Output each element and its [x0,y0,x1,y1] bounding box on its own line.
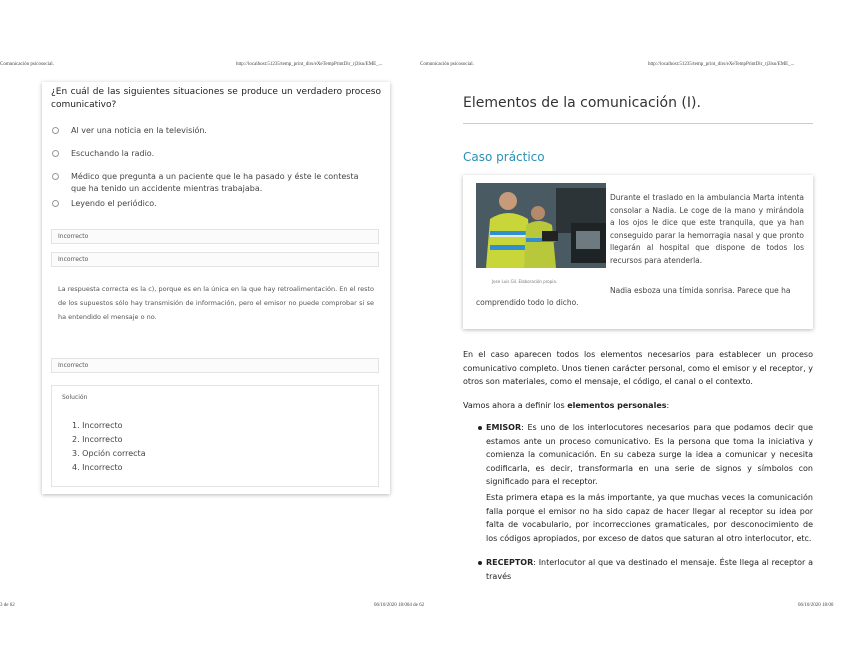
radio-icon[interactable] [52,150,59,157]
header-right-title: Comunicación psicosocial. [420,62,474,67]
header-left-title: Comunicación psicosocial. [0,62,54,67]
header-left-url: http://localhost:51235/temp_print_dirs/eXeTempPrintDir_rj3lsu/EME_... [236,62,383,67]
quiz-option-label: Escuchando la radio. [71,149,155,158]
emisor-label: EMISOR [486,423,522,432]
ambulance-photo-icon [476,183,606,268]
feedback-row-3: Incorrecto [51,358,379,373]
case-text-end: comprendido todo lo dicho. [476,298,579,307]
quiz-option-3[interactable] [52,171,371,195]
quiz-option-2[interactable] [52,148,371,160]
feedback-row-2: Incorrecto [51,252,379,267]
radio-icon[interactable] [52,127,59,134]
bullet-emisor-continued [476,491,813,545]
photo-caption: Jose Luis Gil. Elaboración propia. [492,279,558,284]
bullet-icon [478,561,482,565]
para-text: : [666,401,670,410]
case-photo [476,183,606,268]
emisor-text-2: Esta primera etapa es la más importante, ya que muchas veces la comunicación falla porque el emisor no ha sido capaz de hacer llegar al receptor su idea por falta de vocabulario, por incorrecciones gramaticales, por desconocimiento de los códigos apropiados, por exceso de datos que saturan al otro interlocutor, etc. [486,493,813,543]
footer-page-number: 3 de 62 [0,603,15,608]
bullet-receptor [476,556,813,583]
feedback-row-1: Incorrecto [51,229,379,244]
receptor-label: RECEPTOR [486,558,534,567]
quiz-option-label: Médico que pregunta a un paciente que le ha pasado y éste le contesta que ha tenido un accidente mientras trabajaba. [71,172,359,193]
divider [463,123,813,124]
quiz-option-label: Leyendo el periódico. [71,199,157,208]
solution-item: 1. Incorrecto [72,421,123,430]
receptor-text: : Interlocutor al que va destinado el mensaje. Éste llega al receptor a través [486,558,813,581]
bullet-text [486,556,813,583]
paragraph-personal-elements [463,399,813,413]
footer-center: 06/10/2020 18:004 de 62 [374,603,425,608]
solution-item: 3. Opción correcta [72,449,146,458]
case-text-continued: Nadia esboza una tímida sonrisa. Parece que ha [610,286,791,295]
header-right-url: http://localhost:51235/temp_print_dirs/eXeTempPrintDir_rj3lsu/EME_... [648,62,795,67]
quiz-option-4[interactable] [52,198,371,210]
solution-title: Solución [62,394,88,401]
radio-icon[interactable] [52,200,59,207]
solution-item: 2. Incorrecto [72,435,123,444]
quiz-question: ¿En cuál de las siguientes situaciones se produce un verdadero proceso comunicativo? [51,87,381,110]
bullet-icon [478,426,482,430]
case-title: Caso práctico [463,150,545,164]
feedback-text: La respuesta correcta es la c), porque es en la única en la que hay retroalimentación. En el resto de los supuestos sólo hay transmisión de información, pero el emisor no puede comprobar si se ha entendido el mensaje o no. [58,285,374,321]
bullet-text [486,421,813,489]
bullet-emisor [476,421,813,489]
solution-item: 4. Incorrecto [72,463,123,472]
page-title: Elementos de la comunicación (I). [463,95,701,111]
quiz-option-label: Al ver una noticia en la televisión. [71,126,207,135]
radio-icon[interactable] [52,173,59,180]
solution-box [51,385,379,487]
para-text: Vamos ahora a definir los [463,401,568,410]
case-text: Durante el traslado en la ambulancia Marta intenta consolar a Nadia. Le coge de la mano y mirándola a los ojos le dice que este tranquila, que ya han conseguido parar la hemorragia nasal y que pronto llegarán al hospital que dispone de todos los recursos para atenderla. [610,193,804,265]
quiz-option-1[interactable] [52,125,371,137]
footer-right: 06/10/2020 18:00 [798,603,834,608]
solution-list [72,419,146,475]
emisor-text: : Es uno de los interlocutores necesarios para que podamos decir que estamos ante un proceso comunicativo. Es la persona que toma la iniciativa y comienza la comunicación. En su cabeza surge la idea a comunicar y necesita codificarla, es decir, transformarla en una serie de signos y símbolos con significado para el receptor. [486,423,813,486]
paragraph-intro: En el caso aparecen todos los elementos necesarios para establecer un proceso comunicativo completo. Unos tienen carácter personal, como el emisor y el receptor, y otros son materiales, como el mensaje, el código, el canal o el contexto. [463,350,813,386]
para-bold: elementos personales [567,401,667,410]
